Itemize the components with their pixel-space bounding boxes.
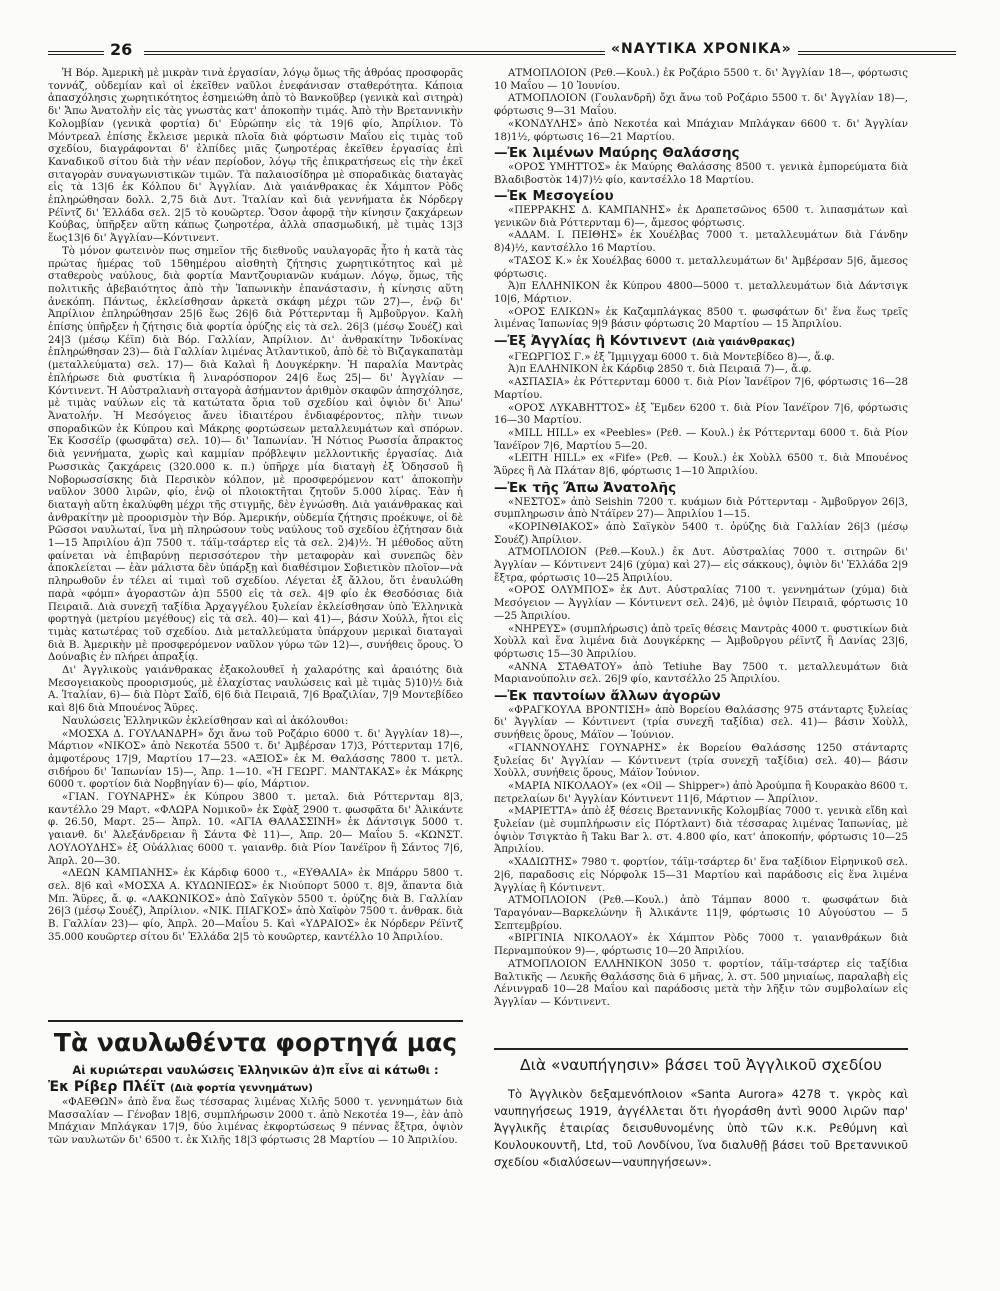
paragraph: ΑΤΜΟΠΛΟΙΟΝ ΕΛΛΗΝΙΚΟΝ 3050 τ. φορτίον, τάϊμ-τσάρτερ εἰς ταξίδια Βαλτικῆς — Λευκῆς Θαλάσσης διὰ 6 μῆνας, λ. στ. 500 μηνιαίως, παραλαβὴ εἰς Λένινγραδ 10—28 Μαΐου καὶ παράδοσις μετὰ τὴν λῆξιν τῶν συμβολαίων εἰς Ἀγγλίαν — Κόντινεντ.	[494, 958, 908, 1008]
box-section-heading	[48, 1079, 463, 1095]
paragraph: «LEITH HILL» ex «Fife» (Ρεθ. — Κουλ.) ἐκ Χοὺλλ 6500 τ. διὰ Μπουένος Ἄϋρες ἢ Λὰ Πλάταν 8|6, φόρτωσις 1—10 Ἀπριλίου.	[494, 453, 908, 478]
paragraph: «ΜΟΣΧΑ Δ. ΓΟΥΛΑΝΔΡΗ» ὄχι ἄνω τοῦ Ροζάριο 6000 τ. δι' Ἀγγλίαν 18)—, Μάρτιον «ΝΙΚΟΣ» ἀπὸ Νεκοτέα 5500 τ. δι' Ἀμβέρσαν 17)3, Ρόττερνταμ 17|6, ἀμφοτέρους 17|9, Μαρτίου 17—23. «ΑΞΙΟΣ» ἐκ Μ. Θαλάσσης 7800 τ. μετλ. σιδήρου δι' Ἰαπωνίαν 15)—, Ἀπρ. 1—10. «Ἡ ΓΕΩΡΓ. ΜΑΝΤΑΚΑΣ» ἐκ Μάκρης 6000 τ. φορτίον διὰ Νορβηγίαν 6)— φίο, Μάρτιον.	[48, 728, 463, 791]
paragraph: «ΓΙΑΝΝΟΥΛΗΣ ΓΟΥΝΑΡΗΣ» ἐκ Βορείου Θαλάσσης 1250 στάνταρτς ξυλείας δι' Ἀγγλίαν — Κόντινεντ (τρία συνεχῆ ταξίδια) σελ. 40)— βάσιν Χοὺλλ, συνήθεις ὅρους, Μάϊον Ἰούνιον.	[494, 742, 908, 780]
section-heading	[494, 479, 908, 496]
paragraph: «ΧΑΔΙΩΤΗΣ» 7980 τ. φορτίον, τάϊμ-τσάρτερ δι' ἕνα ταξίδιον Εἰρηνικοῦ σελ. 2|6, παραδοσις εἰς Νόρφολκ 15—31 Μαρτίου καὶ παράδοσις εἰς ἕνα λιμένα Ἀγγλίας ἢ Κόντινεντ.	[494, 857, 908, 894]
box-section-title: Ἐκ Ρίβερ Πλέϊτ	[48, 1079, 166, 1095]
page-number: 26	[104, 40, 138, 59]
section-heading	[494, 147, 908, 160]
paragraph: «ΤΑΣΟΣ Κ.» ἐκ Χουέλβας 6000 τ. μεταλλευμάτων δι' Ἀμβέρσαν 5|6, ἄμεσος φόρτωσις.	[494, 255, 908, 280]
box-paragraph: «ΦΑΕΘΩΝ» ἀπὸ ἕνα ἕως τέσσαρας λιμένας Χιλῆς 5000 τ. γεννημάτων διὰ Μασσαλίαν — Γένοβαν 18|6, συμπλήρωσιν 2000 τ. ἀπὸ Νεκοτέα 19—, ἐὰν ἀπὸ Μπάχιαν Μπλάγκαν 17|9, δύο λιμένας ἐκφορτώσεως 9 πέννας ἔξτρα, ὀψιὸν τῶν ναυλωτῶν δι' 6500 τ. ἐκ Χιλῆς 18|3 φόρτωσις 28 Μαρτίου — 10 Ἀπριλίου.	[48, 1097, 463, 1147]
shipbuilding-box	[494, 1048, 908, 1171]
paragraph: «ΟΡΟΣ ΕΛΙΚΩΝ» ἐκ Καζαμπλάγκας 8500 τ. φωσφάτων δι' ἕνα ἕως τρεῖς λιμένας Ἰαπωνίας 9|9 βάσιν φόρτωσις 20 Μαρτίου — 15 Ἀπριλίου.	[494, 306, 908, 331]
left-column	[48, 68, 463, 945]
paragraph: «ΦΡΑΓΚΟΥΛΑ ΒΡΟΝΤΙΣΗ» ἀπὸ Βορείου Θαλάσσης 975 στάνταρτς ξυλείας δι' Ἀγγλίαν — Κόντινεντ (τρία συνεχῆ ταξίδια) σελ. 41)— βάσιν Χοὺλλ, συνήθεις ὅρους, Μάϊον — Ἰούνιον.	[494, 704, 908, 742]
paragraph: Ἀ)π ΕΛΛΗΝΙΚΟΝ ἐκ Κάρδιφ 2850 τ. διὰ Πειραιᾶ 7)—, ἄ.φ.	[508, 364, 812, 376]
paragraph: «ΓΙΑΝ. ΓΟΥΝΑΡΗΣ» ἐκ Κύπρου 3800 τ. μεταλ. διὰ Ρόττερνταμ 8|3, καντέλλο 29 Μαρτ. «ΦΛΩΡΑ Νομικοῦ» ἐκ Σφὰξ 2900 τ. φωσφᾶτα δι' Ἀλικάντε φ. 26.50, Μαρτ. 25— Ἀπρλ. 10. «ΑΓΙΑ ΘΑΛΑΣΣΙΝΗ» ἐκ Δάντσιγκ 5000 τ. γαιανθ. δι' Ἀλεξάνδρειαν ἢ Σάντα Φὲ 11)—, Ἀπρ. 20— Μαΐου 5. «ΚΩΝΣΤ. ΛΟΥΛΟΥΔΗΣ» ἐξ Οὐάλλιας 6000 τ. γαιανθρ. διὰ Ρίον Ἰανέϊρον ἢ Σάντος 7|6, Ἀπρλ. 20—30.	[48, 792, 463, 867]
paragraph: Ἡ Βόρ. Ἀμερικὴ μὲ μικρὰν τινὰ ἐργασίαν, λόγῳ ὅμως τῆς ἀθρόας προσφορᾶς τοννάζ, οὐδεμίαν καὶ οἱ ἐκεῖθεν ναῦλοι ἐνεφάνισαν σταθερότητα. Κάποια ἀπασχόλησις χωρητικότητος ἐσημειώθη ἀπὸ τὸ Βανκοῦβερ (γενικὰ καὶ σιτηρὰ) δι' Ἄπω Ἀνατολὴν εἰς τὰς γνωστὰς κατ' ἀποκοπὴν τιμάς. Ἀπὸ τὴν Βρεταννικὴν Κολομβίαν (γενικὰ φορτία) δι' Εὐρώπην εἰς τὰ 19|6 φίο, Ἀπρίλιον. Τὸ Μόντρεαλ ἐπίσης ἔκλεισε μερικὰ πλοῖα διὰ φόρτωσιν Μαΐου εἰς τιμὰς τοῦ σχεδίου, διαγράφονται δ' ἐλπίδες μιᾶς ζωηροτέρας ἐκεῖθεν ἐργασίας ἐπὶ Καναδικοῦ σίτου διὰ τὴν νέαν περίοδον, λόγῳ τῆς ἐπικρατήσεως εἰς τὴν ἐκεῖ σιταγορὰν συναγωνιστικῶν τιμῶν. Τὰ παλαιοσίδηρα μὲ σποραδικὰς διαταγὰς εἰς τὰ 13|6 ἐκ Κόλπου δι' Ἀγγλίαν. Διὰ γαιάνθρακας ἐκ Χάμπτον Ρὸδς ἐπληρώθησαν δολλ. 2,75 διὰ Δυτ. Ἰταλίαν καὶ διὰ γεννήματα ἐκ Νόρδεργ Ρέϊντζ δι' Ἑλλάδα σελ. 2|5 τὸ κουῶρτερ. Ὅσον ἀφορᾷ τὴν κίνησιν ζακχάρεων Κούβας, ὑπῆρξεν αὕτη κάπως ζωηροτέρα, ἀλλὰ σπασμωδική, μὲ τιμὰς 13|3 ἕως13|6 δι' Ἀγγλίαν—Κόντινεντ.	[48, 68, 463, 245]
header-rule-right	[798, 51, 956, 52]
paragraph: Δι' Ἀγγλικοὺς γαιάνθρακας ἐξακολουθεῖ ἡ χαλαρότης καὶ ἀραιότης διὰ Μεσογειακοὺς προορισμούς, μὲ ἐλαχίστας ναυλώσεις καὶ μὲ τιμὰς 5)10)½ διὰ Α. Ἰταλίαν, 6)— διὰ Πὸρτ Σαΐδ, 6|6 διὰ Πειραιᾶ, 7|6 Βραζιλίαν, 7|9 Μοντεβίδεο καὶ 8|6 διὰ Μπουένος Ἄϋρες.	[48, 665, 463, 715]
section-heading	[494, 690, 908, 703]
paragraph: «ΝΕΣΤΟΣ» ἀπὸ Seishin 7200 τ. κυάμων διὰ Ρόττερνταμ - Ἀμβοῦργον 26|3, συμπληρωσιν ἀπὸ Ντάϊρεν 27)— Ἀπριλίου 1—15.	[494, 496, 908, 521]
right-column	[494, 68, 908, 1010]
paragraph: Τὸ μόνον φωτεινὸν πως σημεῖον τῆς διεθνοῦς ναυλαγορᾶς ἦτο ἡ κατὰ τὰς πρώτας ἡμέρας τοῦ 15θημέρου αἰσθητὴ ζήτησις χωρητικότητος καὶ μὲ σταθεροὺς ναύλους, διὰ φορτία Μαντζουριανῶν κυάμων. Λόγῳ, ὅμως, τῆς πολιτικῆς ἀβεβαιότητος ἀπὸ τὴν Ἰαπωνικὴν ἐπανάστασιν, ἡ κίνησις αὕτη ἀνεκόπη. Πάντως, ἐκλείσθησαν ἀρκετὰ σκάφη μέχρι τῶν 27)—, ἐνῷ δι' Ἀπρίλιον ἐπληρώθησαν 25|6 ἕως 26|6 διὰ Ρόττερνταμ ἢ Ἀμβοῦργον. Καλὴ ἐπίσης ὑπῆρξεν ἡ ζήτησις διὰ φορτία ὀρύζης εἰς τὰ σελ. 26|3 (μέσῳ Σουέζ) καὶ 24|3 (μέσῳ Κέϊπ) διὰ Βόρ. Γαλλίαν, Ἀπρίλιον. Δι' ἀνθρακίτην Ἰνδοκίνας ἐπληρώθησαν 23)— διὰ Γαλλίαν λιμένας Ἀτλαντικοῦ, ἀπὸ δὲ τὸ Βιζαγκαπατὰμ (μεταλλεύματα) σελ. 17)— διὰ Καλαὶ ἢ Δουγκέρκην. Ἡ παραλία Μαντρὰς ἐπλήρωσε διὰ φυστίκια ἢ λιναρόσπορον 24|6 ἕως 25|— δι' Ἀγγλίαν —Κόντινεντ. Ἡ Αὐστραλιανὴ σιταγορὰ ἀσήμαντον ἀριθμὸν σκαφῶν ἀπησχόλησε, μὲ τιμὰς ναύλων εἰς τὰ κατώτατα ὅρια τοῦ σχεδίου καὶ ὀψιὸν δι' Ἀπω' Ἀνατολήν. Ἡ Μεσόγειος ἄνευ ἰδιαιτέρου ἐνδιαφέροντος, πλὴν τινων σποραδικῶν ἐκ Κύπρου καὶ Μάκρης φορτώσεων μεταλλευμάτων καὶ σπόρων. Ἐκ Κοσσέϊρ (φωσφᾶτα) σελ. 10)— δι' Ἰαπωνίαν. Ἡ Νότιος Ρωσσία ἄπρακτος διὰ γεννήματα, χωρὶς καὶ καμμίαν πρόβλεψιν μελλοντικῆς ἐργασίας. Διὰ Ρωσσικὰς ζακχάρεις (320.000 κ. π.) ὑπῆρχε μία διαταγὴ ἐξ Ὀδησσοῦ ἢ Νοβορωσσίσκης διὰ Περσικὸν κόλπον, μὲ προσφερόμενον κατ' ἀποκοπὴν ναῦλον 3000 λιρῶν, φίο, ἐνῷ οἱ πλοιοκτῆται ζητοῦν 5.000 λίρας. Ἐὰν ἡ διαταγὴ αὕτη ἐκαλύφθη μέχρι τῆς στιγμῆς, δὲν ἐγνώσθη. Διὰ γαιάνθρακας καὶ ἀνθρακίτην μὲ προορισμὸν τὴν Βόρ. Ἀμερικήν, οὐδεμία ζήτησις προέκυψε, οἱ δὲ Ρῶσσοι ναυλωταί, ἵνα μὴ πληρώσουν τοὺς ναύλους τοῦ σχεδίου ἐζήτησαν διὰ 1—15 Ἀπριλίου ἀ)π 7500 τ. τάϊμ-τσάρτερ εἰς τὰ σελ. 2)4)½. Ἡ μέθοδος αὕτη φαίνεται νὰ ἐπιβαρύνῃ περισσότερον τὴν μεταφορὰν καὶ συνεπῶς δὲν ἀποκλείεται — ἐὰν μάλιστα δὲν ὑπάρξῃ καὶ διαθέσιμον Σοβιετικὸν πλοῖον—νὰ πληρωθοῦν ἐν τέλει αἱ τιμαὶ τοῦ σχεδίου. Λέγεται ἐξ ἄλλου, ὅτι ἐναυλώθη παρὰ «φόμπ» ἀγοραστῶν ἀ)π 5500 εἰς τὰ σελ. 4|9 φίο ἐκ Θεσδόσιας διὰ Πειραιᾶ. Διὰ συνεχῆ ταξίδια Ἀρχαγγέλου ξυλείαν ἐκλείσθησαν ὑπὸ Ἑλληνικὰ φορτηγὰ (μετρίου μεγέθους) εἰς τὰ σελ. 40)— καὶ 41)—, βάσιν Χούλλ, ἤτοι εἰς τιμὰς κατωτέρας τοῦ σχεδίου. Διὰ μεταλλεύματα ὑπάρχουν μερικαὶ διαταγαὶ διὰ Β. Ἀμερικὴν μὲ προσφερόμενον ναῦλον γύρω τῶν 12)—, συνήθεις ὅρους. Ὁ Δούναβις ἐν πλήρει ἀπραξίᾳ.	[48, 245, 463, 664]
paragraph: «ΚΟΡΙΝΘΙΑΚΟΣ» ἀπὸ Σαϊγκὸν 5400 τ. ὀρύζης διὰ Γαλλίαν 26|3 (μέσῳ Σουέζ) Ἀπρίλιον.	[494, 521, 908, 546]
paragraph: «ΟΡΟΣ ΟΛΥΜΠΟΣ» ἐκ Δυτ. Αὐστραλίας 7100 τ. γεννημάτων (χύμα) διὰ Μεσόγειον — Ἀγγλίαν — Κόντινεντ σελ. 24)6, μὲ ὀψιὸν Πειραιᾶ, φόρτωσις 10—25 Ἀπριλίου.	[494, 585, 908, 622]
paragraph: Ναυλώσεις Ἑλληνικῶν ἐκλείσθησαν καὶ αἱ ἀκόλουθοι:	[62, 715, 349, 727]
box-body	[48, 1097, 463, 1148]
paragraph: Ἀ)π ΕΛΛΗΝΙΚΟΝ ἐκ Κύπρου 4800—5000 τ. μεταλλευμάτων διὰ Δάντσιγκ 10|6, Μάρτιον.	[494, 281, 908, 305]
publication-title: «ΝΑΥΤΙΚΑ ΧΡΟΝΙΚΑ»	[605, 41, 798, 57]
paragraph: «ΠΕΡΡΑΚΗΣ Δ. ΚΑΜΠΑΝΗΣ» ἐκ Δραπετσῶνος 6500 τ. λιπασμάτων καὶ γενικῶν διὰ Ρόττερνταμ 6)—, ἄμεσος φόρτωσις.	[494, 205, 908, 229]
paragraph: ΑΤΜΟΠΛΟΙΟΝ (Ρεθ.—Κουλ.) ἐκ Ροζάριο 5500 τ. δι' Ἀγγλίαν 18—, φόρτωσις 10 Μαΐου — 10 Ἰουνίου.	[494, 68, 908, 92]
paragraph: «ΜΑΡΙΑ ΝΙΚΟΛΑΟΥ» (ex «Oil — Shipper») ἀπὸ Ἀρούμπα ἢ Κουρακὰο 8600 τ. πετρελαίων δι' Ἀγγλίαν Κόντινεντ 11|6, Μάρτιον — Ἀπρίλιον.	[494, 780, 908, 805]
paragraph: «ΝΗΡΕΥΣ» (συμπλήρωσις) ἀπὸ τρεῖς θέσεις Μαντρὰς 4000 τ. φυστικίων διὰ Χοὺλλ καὶ ἕνα λιμένα διὰ Δουγκέρκης — Ἀμβοῦργου ρέϊντζ ἢ Δανίας 23|6, φόρτωσις 15—30 Ἀπριλίου.	[494, 623, 908, 660]
paragraph: «ΑΣΠΑΣΙΑ» ἐκ Ρόττερνταμ 6000 τ. διὰ Ρίον Ἰανέϊρον 7|6, φόρτωσις 16—28 Μαρτίου.	[494, 377, 908, 401]
box-paragraph: Τὸ Ἀγγλικὸν δεξαμενόπλοιον «Santa Aurora» 4278 τ. γκρὸς καὶ ναυπηγήσεως 1919, ἀγγέλλεται ὅτι ἠγοράσθη ἀντὶ 9000 λιρῶν παρ' Ἀγγλικῆς ἑταιρίας δεισυθυνομένης ὑπὸ τῶν κ.κ. Ρεθύμνη καὶ Κουλουκουντῆ, Ltd, τοῦ Λονδίνου, ἵνα διαλυθῇ βάσει τοῦ Βρεταννικοῦ σχεδίου «διαλύσεων—ναυπηγήσεων».	[494, 1087, 908, 1169]
paragraph: «ΛΕΩΝ ΚΑΜΠΑΝΗΣ» ἐκ Κάρδιφ 6000 τ., «ΕΥΘΑΛΙΑ» ἐκ Μπάρρυ 5800 τ. σελ. 8|6 καὶ «ΜΟΣΧΑ Α. ΚΥΔΩΝΙΕΩΣ» ἐκ Νιούπορτ 5000 τ. 8|9, ἅπαντα διὰ Μπ. Ἄϋρες, ἄ. φ. «ΛΑΚΩΝΙΚΟΣ» ἀπὸ Σαϊγκὸν 5500 τ. ὀρύζης διὰ Β. Γαλλίαν 26|3 (μέσῳ Σουέζ), Ἀπρίλιον. «ΝΙΚ. ΠΙΑΓΚΟΣ» ἀπὸ Χαϊφὸν 7500 τ. ἀνθρακ. διὰ Β. Γαλλίαν 23)— φίο, Ἀπρλ. 20—Μαΐου 5. Καὶ «ΥΔΡΑΙΟΣ» ἐκ Νόρδερν Ρέϊντζ 35.000 κουῶρτερ σίτου δι' Ἑλλάδα 2|5 τὸ κουῶρτερ, καντέλλο 10 Ἀπριλίου.	[48, 868, 463, 943]
section-heading	[494, 190, 908, 203]
header-rule-middle	[144, 51, 606, 52]
paragraph: «ΑΝΝΑ ΣΤΑΘΑΤΟΥ» ἀπὸ Tetiuhe Bay 7500 τ. μεταλλευμάτων διὰ Μαριανούπολιν σελ. 26|9 φίο, καντσέλλο 25 Ἀπριλίου.	[494, 661, 908, 686]
chartered-ships-box	[48, 1020, 463, 1148]
box-title: Τὰ ναυλωθέντα φορτηγά μας	[53, 1028, 458, 1057]
section-heading	[494, 335, 908, 350]
paragraph: «ΓΕΩΡΓΙΟΣ Γ.» ἐξ Ἴμμιγχαμ 6000 τ. διὰ Μοντεβίδεο 8)—, ἄ.φ.	[508, 351, 835, 363]
section-heading-title: —Ἐξ Ἀγγλίας ἢ Κόντινεντ	[494, 333, 688, 350]
paragraph: «ΑΔΑΜ. Ι. ΠΕΙΘΗΣ» ἐκ Χουέλβας 7000 τ. μεταλλευμάτων διὰ Γάνδην 8)4)½, καντσέλλο 16 Μαρτίου.	[494, 230, 908, 255]
paragraph: «MILL HILL» ex «Peebles» (Ρεθ. — Κουλ.) ἐκ Ρόττερνταμ 6000 τ. διὰ Ρίον Ἰανέϊρον 7|6, Μαρτίου 5—20.	[494, 427, 908, 452]
section-heading-title: —Ἐκ Μεσογείου	[494, 188, 614, 205]
paragraph: ΑΤΜΟΠΛΟΙΟΝ (Γουλανδρῆ) ὄχι ἄνω τοῦ Ροζάριο 5500 τ. δι' Ἀγγλίαν 18)—, φόρτωσις 9—31 Μαΐου.	[494, 93, 908, 118]
paragraph: ΑΤΜΟΠΛΟΙΟΝ (Ρεθ.—Κουλ.) ἐκ Δυτ. Αὐστραλίας 7000 τ. σιτηρῶν δι' Ἀγγλίαν — Κόντινεντ 24|6 (χύμα) καὶ 27)— εἰς σάκκους), ὀψιὸν δι' Ἑλλάδα 2|9 ἔξτρα, φόρτωσις 10—25 Ἀπριλίου.	[494, 547, 908, 584]
paragraph: «ΜΑΡΙΕΤΤΑ» ἀπὸ ἐξ θέσεις Βρεταννικῆς Κολομβίας 7000 τ. γενικὰ εἴδη καὶ ξυλείαν (μὲ συμπλήρωσιν εἰς Πόρτλαντ) διὰ τέσσαρας λιμένας Ἰαπωνίας, μὲ ὀψιὸν Τσιγκτὰο ἢ Taku Bar λ. στ. 4.800 φίο, κατ' ἀποκοπήν, φόρτωσις 10—25 Ἀπριλίου.	[494, 806, 908, 856]
paragraph: «ΚΟΝΔΥΛΗΣ» ἀπὸ Νεκοτέα καὶ Μπάχιαν Μπλάγκαν 6600 τ. δι' Ἀγγλίαν 18)1½, φόρτωσις 16—21 Μαρτίου.	[494, 118, 908, 143]
box-subtitle: Αἱ κυριώτεραι ναυλώσεις Ἑλληνικῶν ἀ)π εἶνε αἱ κάτωθι :	[72, 1063, 439, 1077]
section-heading-title: —Ἐκ λιμένων Μαύρης Θαλάσσης	[494, 145, 740, 162]
section-heading-title: —Ἐκ τῆς Ἄπω Ἀνατολῆς	[494, 479, 677, 496]
page-header	[48, 40, 956, 62]
section-heading-note: (Διὰ γαιάνθρακας)	[691, 337, 796, 349]
box-section-note: (Διὰ φορτία γεννημάτων)	[169, 1083, 313, 1094]
box-body	[494, 1086, 908, 1171]
paragraph: ΑΤΜΟΠΛΟΙΟΝ (Ρεθ.—Κουλ.) ἀπὸ Τάμπαν 8000 τ. φωσφάτων διὰ Ταραγόναν—Βαρκελώνην ἢ Ἀλικάντε 11|9, φόρτωσις 10 Αὐγούστου — 5 Σεπτεμβρίου.	[494, 895, 908, 932]
header-rule-left	[48, 51, 110, 52]
paragraph: «ΟΡΟΣ ΛΥΚΑΒΗΤΤΟΣ» ἐξ Ἔμδεν 6200 τ. διὰ Ρίον Ἰανέϊρον 7|6, φόρτωσις 16—30 Μαρτίου.	[494, 402, 908, 427]
section-heading-title: —Ἐκ παντοίων ἄλλων ἀγορῶν	[494, 688, 721, 705]
box-title: Διὰ «ναυπήγησιν» βάσει τοῦ Ἀγγλικοῦ σχεδίου	[519, 1056, 883, 1074]
paragraph: «ΒΙΡΓΙΝΙΑ ΝΙΚΟΛΑΟΥ» ἐκ Χάμπτον Ρὸδς 7000 τ. γαιανθράκων διὰ Περναμπούκον 9)—, φόρτωσις 10—20 Ἀπριλίου.	[494, 933, 908, 958]
paragraph: «ΟΡΟΣ ΥΜΗΤΤΟΣ» ἐκ Μαύρης Θαλάσσης 8500 τ. γενικὰ ἐμπορεύματα διὰ Βλαδιβοστὸκ 14)7)½ φίο, καντσέλλο 18 Μαρτίου.	[494, 161, 908, 186]
